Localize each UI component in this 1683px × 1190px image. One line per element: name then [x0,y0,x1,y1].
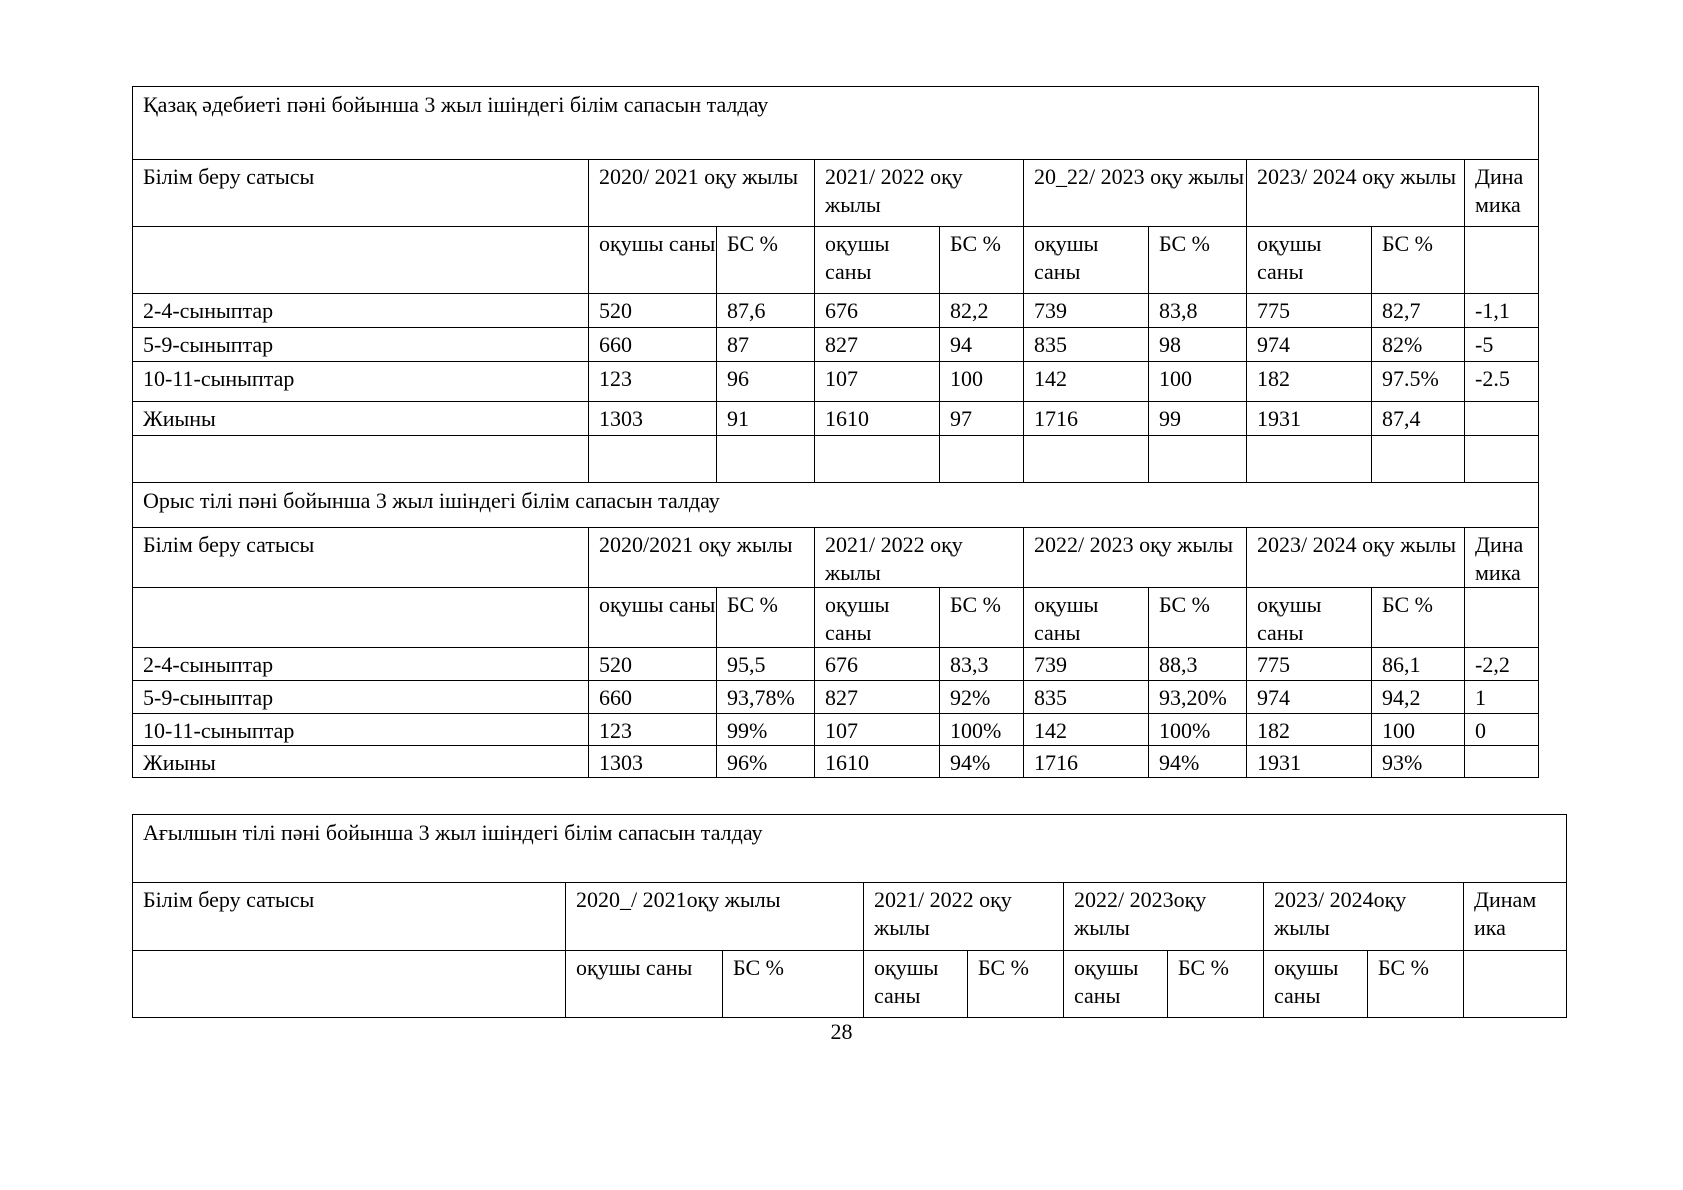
section-title-row [133,87,1539,160]
data-cell: 835 [1024,328,1149,362]
data-cell: 94,2 [1372,681,1465,714]
students-count-header: оқушы саны [1264,951,1368,1018]
row-label: 5-9-сыныптар [133,681,589,714]
data-cell: 91 [717,402,815,436]
quality-percent-header: БС % [1368,951,1464,1018]
spacer-row [133,436,1539,483]
data-cell: 100% [1149,714,1247,746]
year-header-row [133,528,1539,588]
data-cell: 97.5% [1372,362,1465,402]
dynamics-header: Динам ика [1464,883,1567,951]
data-cell: 142 [1024,714,1149,746]
row-label: Жиыны [133,402,589,436]
data-cell: -1,1 [1465,294,1539,328]
row-label: Жиыны [133,746,589,778]
data-cell: 0 [1465,714,1539,746]
data-cell: 96 [717,362,815,402]
data-row [133,681,1539,714]
data-cell: -2,2 [1465,648,1539,681]
data-cell: 94% [940,746,1024,778]
row-label: 5-9-сыныптар [133,328,589,362]
row-label: 10-11-сыныптар [133,714,589,746]
students-count-header: оқушы саны [566,951,723,1018]
data-cell: -5 [1465,328,1539,362]
empty-cell [133,951,566,1018]
year-header: 2023/ 2024оқу жылы [1264,883,1464,951]
year-header: 2022/ 2023оқу жылы [1064,883,1264,951]
data-row [133,648,1539,681]
data-cell: 676 [815,294,940,328]
data-row [133,328,1539,362]
subheader-row [133,227,1539,294]
data-cell: 82,7 [1372,294,1465,328]
empty-cell [717,436,815,483]
year-header: 2023/ 2024 оқу жылы [1247,160,1465,227]
students-count-header: оқушы саны [1024,588,1149,648]
data-cell: 660 [589,681,717,714]
students-count-header: оқушы саны [1064,951,1168,1018]
data-cell: 827 [815,681,940,714]
data-cell [1465,746,1539,778]
quality-percent-header: БС % [968,951,1064,1018]
data-cell: 974 [1247,681,1372,714]
students-count-header: оқушы саны [589,588,717,648]
students-count-header: оқушы саны [1247,227,1372,294]
data-cell: 1303 [589,402,717,436]
section-title: Ағылшын тілі пәні бойынша 3 жыл ішіндегі білім сапасын талдау [133,815,1567,883]
data-cell: 100% [940,714,1024,746]
empty-cell [1465,588,1539,648]
data-cell: 107 [815,714,940,746]
section-title: Қазақ әдебиеті пәні бойынша 3 жыл ішіндегі білім сапасын талдау [133,87,1539,160]
data-cell: 739 [1024,648,1149,681]
quality-percent-header: БС % [717,588,815,648]
quality-percent-header: БС % [717,227,815,294]
subheader-row [133,588,1539,648]
students-count-header: оқушы саны [815,227,940,294]
empty-cell [133,588,589,648]
quality-percent-header: БС % [940,227,1024,294]
quality-percent-header: БС % [1149,588,1247,648]
empty-cell [1464,951,1567,1018]
data-row [133,362,1539,402]
row-label: 10-11-сыныптар [133,362,589,402]
data-cell: 87,4 [1372,402,1465,436]
data-row [133,294,1539,328]
year-header: 2023/ 2024 оқу жылы [1247,528,1465,588]
empty-cell [1149,436,1247,483]
subheader-row [133,951,1567,1018]
data-cell: 87,6 [717,294,815,328]
data-cell [1465,402,1539,436]
year-header: 2021/ 2022 оқу жылы [815,528,1024,588]
data-row [133,402,1539,436]
data-cell: 83,3 [940,648,1024,681]
page-number: 28 [830,1019,853,1044]
year-header: 2021/ 2022 оқу жылы [864,883,1064,951]
students-count-header: оқушы саны [589,227,717,294]
data-cell: 775 [1247,294,1372,328]
data-cell: 775 [1247,648,1372,681]
data-cell: 95,5 [717,648,815,681]
data-cell: 82,2 [940,294,1024,328]
data-cell: 182 [1247,362,1372,402]
row-label: 2-4-сыныптар [133,648,589,681]
stage-header: Білім беру сатысы [133,528,589,588]
quality-percent-header: БС % [1168,951,1264,1018]
data-cell: 100 [1372,714,1465,746]
data-row [133,746,1539,778]
year-header: 2020_/ 2021оқу жылы [566,883,864,951]
stage-header: Білім беру сатысы [133,883,566,951]
data-cell: 1610 [815,746,940,778]
data-cell: 83,8 [1149,294,1247,328]
year-header-row [133,160,1539,227]
empty-cell [815,436,940,483]
data-cell: 97 [940,402,1024,436]
data-cell: 520 [589,294,717,328]
students-count-header: оқушы саны [1247,588,1372,648]
data-cell: 93,20% [1149,681,1247,714]
data-cell: 100 [940,362,1024,402]
data-cell: 100 [1149,362,1247,402]
data-cell: 660 [589,328,717,362]
data-cell: 93,78% [717,681,815,714]
row-label: 2-4-сыныптар [133,294,589,328]
year-header: 2021/ 2022 оқу жылы [815,160,1024,227]
year-header: 2020/2021 оқу жылы [589,528,815,588]
section-title-row [133,815,1567,883]
data-cell: 1931 [1247,402,1372,436]
quality-percent-header: БС % [723,951,864,1018]
quality-percent-header: БС % [1372,588,1465,648]
year-header: 20_22/ 2023 оқу жылы [1024,160,1247,227]
data-cell: 123 [589,714,717,746]
data-cell: -2.5 [1465,362,1539,402]
data-cell: 82% [1372,328,1465,362]
data-cell: 107 [815,362,940,402]
section-title-row [133,483,1539,528]
empty-cell [940,436,1024,483]
empty-cell [589,436,717,483]
data-row [133,714,1539,746]
data-cell: 1716 [1024,402,1149,436]
data-cell: 99 [1149,402,1247,436]
data-cell: 835 [1024,681,1149,714]
data-cell: 1 [1465,681,1539,714]
year-header: 2022/ 2023 оқу жылы [1024,528,1247,588]
data-cell: 827 [815,328,940,362]
data-cell: 86,1 [1372,648,1465,681]
data-cell: 142 [1024,362,1149,402]
data-cell: 1303 [589,746,717,778]
empty-cell [133,436,589,483]
quality-percent-header: БС % [940,588,1024,648]
data-cell: 123 [589,362,717,402]
data-cell: 1716 [1024,746,1149,778]
data-cell: 974 [1247,328,1372,362]
data-cell: 1931 [1247,746,1372,778]
analysis-table [132,86,1539,778]
data-cell: 98 [1149,328,1247,362]
stage-header: Білім беру сатысы [133,160,589,227]
data-cell: 94% [1149,746,1247,778]
year-header: 2020/ 2021 оқу жылы [589,160,815,227]
dynamics-header: Дина мика [1465,528,1539,588]
data-cell: 87 [717,328,815,362]
students-count-header: оқушы саны [864,951,968,1018]
data-cell: 96% [717,746,815,778]
data-cell: 99% [717,714,815,746]
quality-percent-header: БС % [1149,227,1247,294]
section-title: Орыс тілі пәні бойынша 3 жыл ішіндегі білім сапасын талдау [133,483,1539,528]
data-cell: 739 [1024,294,1149,328]
empty-cell [1465,227,1539,294]
dynamics-header: Дина мика [1465,160,1539,227]
year-header-row [133,883,1567,951]
empty-cell [1465,436,1539,483]
students-count-header: оқушы саны [815,588,940,648]
empty-cell [133,227,589,294]
data-cell: 88,3 [1149,648,1247,681]
empty-cell [1247,436,1372,483]
english-analysis-table [132,814,1567,1018]
data-cell: 94 [940,328,1024,362]
data-cell: 182 [1247,714,1372,746]
quality-percent-header: БС % [1372,227,1465,294]
students-count-header: оқушы саны [1024,227,1149,294]
data-cell: 93% [1372,746,1465,778]
data-cell: 92% [940,681,1024,714]
empty-cell [1024,436,1149,483]
data-cell: 676 [815,648,940,681]
data-cell: 1610 [815,402,940,436]
data-cell: 520 [589,648,717,681]
empty-cell [1372,436,1465,483]
